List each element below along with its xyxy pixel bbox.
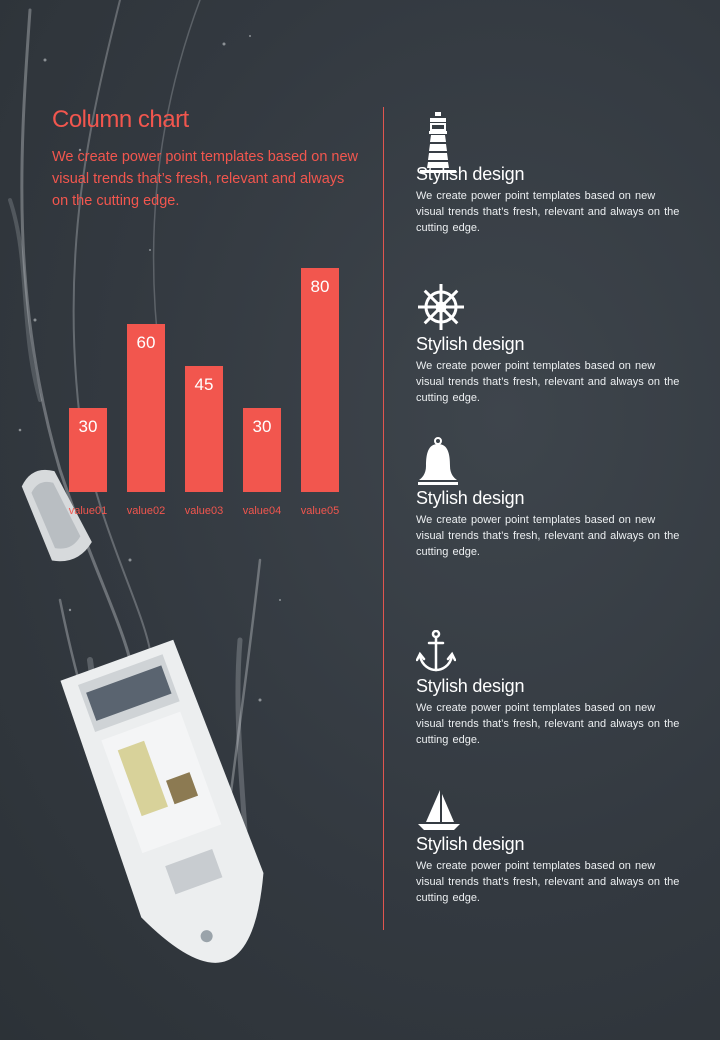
- x-tick-label: value03: [184, 505, 224, 517]
- feature-title: Stylish design: [416, 834, 525, 854]
- x-tick-label: value01: [68, 505, 108, 517]
- vertical-divider: [383, 107, 384, 930]
- feature-5: [416, 788, 686, 906]
- data-label-value04: 30: [252, 417, 272, 436]
- data-label-value02: 60: [136, 333, 156, 352]
- bar-value05: [301, 268, 339, 492]
- feature-3: [416, 436, 686, 560]
- chart-subtitle: We create power point templates based on new visual trends that’s fresh, relevant and always on the cutting edge.: [52, 149, 359, 209]
- feature-text: We create power point templates based on new visual trends that’s fresh, relevant and always on the cutting edge.: [416, 360, 680, 404]
- x-tick-label: value04: [242, 505, 282, 517]
- data-label-value03: 45: [194, 375, 214, 394]
- x-tick-label: value05: [300, 505, 340, 517]
- feature-2: [416, 282, 686, 406]
- feature-text: We create power point templates based on new visual trends that’s fresh, relevant and always on the cutting edge.: [416, 190, 680, 234]
- column-chart: [0, 0, 384, 560]
- feature-text: We create power point templates based on new visual trends that’s fresh, relevant and always on the cutting edge.: [416, 860, 680, 904]
- feature-title: Stylish design: [416, 676, 525, 696]
- feature-title: Stylish design: [416, 488, 525, 508]
- data-label-value01: 30: [78, 417, 98, 436]
- anchor-icon: [416, 630, 686, 674]
- feature-text: We create power point templates based on new visual trends that’s fresh, relevant and always on the cutting edge.: [416, 702, 680, 746]
- data-label-value05: 80: [310, 277, 330, 296]
- chart-title: Column chart: [52, 106, 189, 133]
- sailboat-icon: [416, 788, 686, 832]
- feature-4: [416, 630, 686, 748]
- x-tick-label: value02: [126, 505, 166, 517]
- feature-1: [416, 112, 686, 236]
- feature-text: We create power point templates based on new visual trends that’s fresh, relevant and always on the cutting edge.: [416, 514, 680, 558]
- lighthouse-icon: [416, 112, 686, 162]
- feature-title: Stylish design: [416, 334, 525, 354]
- bell-icon: [416, 436, 686, 486]
- ship-wheel-icon: [416, 282, 686, 332]
- feature-title: Stylish design: [416, 164, 525, 184]
